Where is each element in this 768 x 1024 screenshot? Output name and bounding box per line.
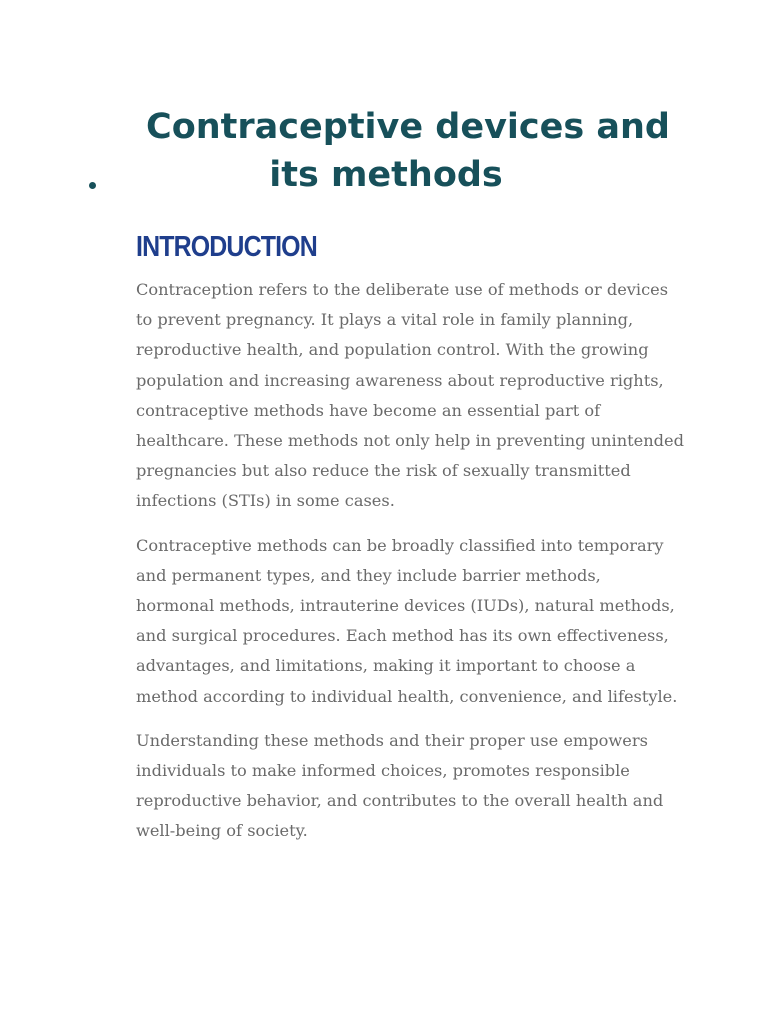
section-heading: INTRODUCTION [136, 231, 317, 263]
paragraph-2: Contraceptive methods can be broadly classified into temporary and permanent types, and they include barrier methods, hormonal methods, intrauterine devices (IUDs), natural methods, and surgical procedures. Each method has its own effectiveness, advantages, and limitations, making it important to choose a method according to individual health, convenience, and lifestyle. [136, 535, 678, 706]
paragraph-1: Contraception refers to the deliberate use of methods or devices to prevent pregnancy. It plays a vital role in family planning, reproductive health, and population control. With the growing population and increasing awareness about reproductive rights, contraceptive methods have become an essential part of healthcare. These methods not only help in preventing unintended pregnancies but also reduce the risk of sexually transmitted infections (STIs) in some cases. [136, 280, 684, 511]
bullet-dot-icon [89, 182, 96, 189]
content-area [136, 227, 684, 861]
title-line-2: its methods [269, 155, 503, 195]
title-block [0, 103, 768, 199]
page-title [0, 103, 768, 199]
title-line-1: Contraceptive devices and [146, 107, 670, 147]
paragraph-3: Understanding these methods and their proper use empowers individuals to make informed choices, promotes responsible reproductive behavior, and contributes to the overall health and well-being of society. [136, 730, 664, 841]
